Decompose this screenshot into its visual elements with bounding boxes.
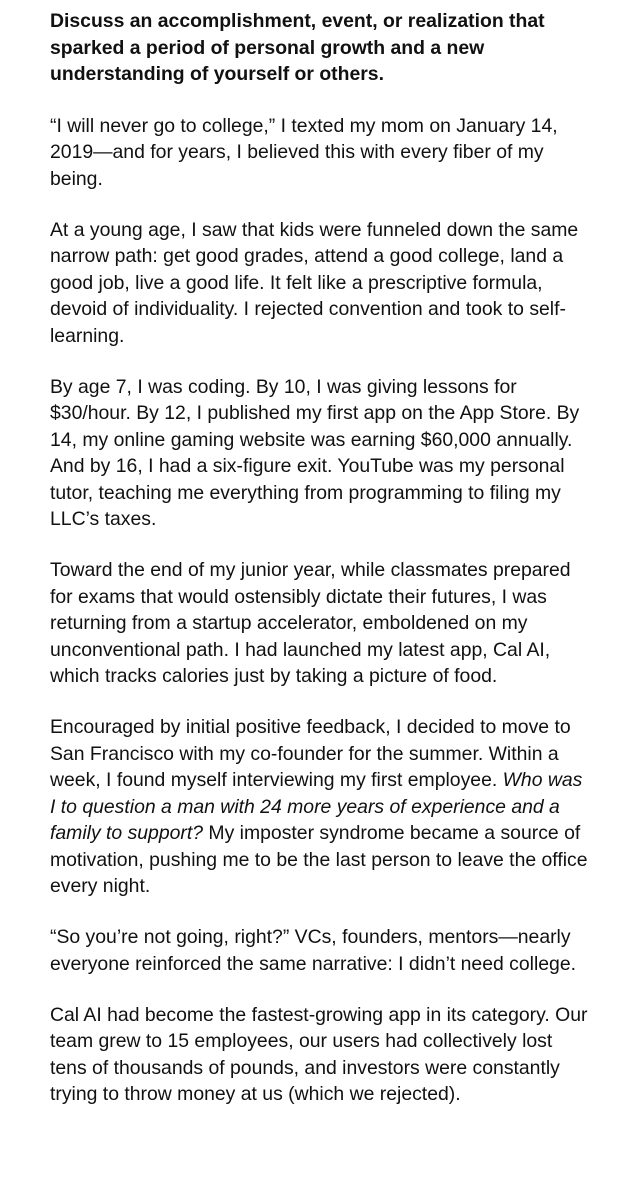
paragraph-6: “So you’re not going, right?” VCs, founders, mentors—nearly everyone reinforced the same narrative: I didn’t need college. <box>50 926 577 975</box>
paragraph-4: Toward the end of my junior year, while classmates prepared for exams that would ostensibly dictate their futures, I was returning from a startup accelerator, emboldened on my unconventional path. I had launched my latest app, Cal AI, which tracks calories just by taking a picture of food. <box>50 559 571 687</box>
paragraph-3: By age 7, I was coding. By 10, I was giving lessons for $30/hour. By 12, I published my first app on the App Store. By 14, my online gaming website was earning $60,000 annually. And by 16, I had a six-figure exit. YouTube was my personal tutor, teaching me everything from programming to filing my LLC’s taxes. <box>50 375 580 530</box>
essay-prompt: Discuss an accomplishment, event, or realization that sparked a period of personal growth and a new understanding of yourself or others. <box>50 10 545 85</box>
paragraph-1: “I will never go to college,” I texted my mom on January 14, 2019—and for years, I believed this with every fiber of my being. <box>50 114 558 190</box>
paragraph-5-text-end: My imposter syndrome became a source of motivation, pushing me to be the last person to leave the office every night. <box>50 822 588 897</box>
paragraph-7: Cal AI had become the fastest-growing app in its category. Our team grew to 15 employees, our users had collectively lost tens of thousands of pounds, and investors were constantly trying to throw money at us (which we rejected). <box>50 1003 588 1105</box>
paragraph-2: At a young age, I saw that kids were funneled down the same narrow path: get good grades, attend a good college, land a good job, live a good life. It felt like a prescriptive formula, devoid of individuality. I rejected convention and took to self-learning. <box>50 218 579 347</box>
paragraph-5-text-start: Encouraged by initial positive feedback, I decided to move to San Francisco with my co-founder for the summer. Within a week, I found myself interviewing my first employee. <box>50 716 571 791</box>
paragraph-5 <box>50 714 591 900</box>
paragraph-5-italic-question: Who was I to question a man with 24 more years of experience and a family to support? <box>50 769 583 844</box>
